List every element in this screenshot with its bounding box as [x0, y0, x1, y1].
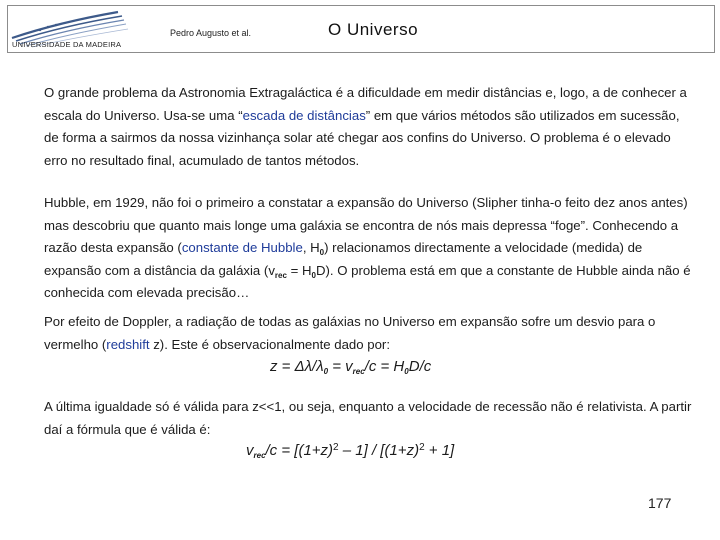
- equation-relativistic-doppler: [246, 442, 454, 459]
- link-redshift[interactable]: redshift: [106, 336, 150, 352]
- eq-part: z = Δλ/λ: [270, 358, 324, 375]
- slide-title: O Universo: [328, 20, 419, 39]
- subscript: rec: [253, 451, 266, 460]
- eq-part: D/c: [408, 358, 432, 375]
- subscript: 0: [404, 367, 409, 376]
- paragraph-doppler: [44, 311, 694, 356]
- eq-part: v: [246, 442, 254, 459]
- paragraph-distance-problem: [44, 82, 694, 172]
- subscript: 0: [319, 248, 325, 258]
- text-run: ” em que vários métodos são utilizados em sucessão, de forma a sairmos da nossa vizinhança solar até chegar aos confins do Universo. O problema é o elevado erro no resultado final, acumulado de tantos métodos.: [44, 107, 680, 168]
- text-run: O grande problema da Astronomia Extragaláctica é a dificuldade em medir distâncias e, logo, a de conhecer a escala do Universo. Usa-se uma “: [44, 85, 687, 123]
- equation-redshift: [270, 358, 431, 375]
- page-number: 177: [648, 495, 672, 511]
- subscript: 0: [323, 367, 329, 376]
- link-constante-de-hubble[interactable]: constante de Hubble: [181, 240, 303, 256]
- text-run: Hubble, em 1929, não foi o primeiro a constatar a expansão do Universo (Slipher tinha-o feito dez anos antes) mas descobriu que quanto mais longe uma galáxia se encontra de nós mais depressa “foge”. Conhecendo a razão desta expansão (: [44, 195, 688, 256]
- text-run: , H: [302, 240, 320, 256]
- eq-part: /c = H: [364, 358, 405, 375]
- text-run: D). O problema está em que a constante de Hubble ainda não é conhecida com elevada precisão…: [44, 262, 691, 301]
- text-run: ) relacionamos directamente a velocidade (medida) de expansão com a distância da galáxia (v: [44, 240, 643, 278]
- subscript: rec: [352, 367, 365, 376]
- paragraph-hubble: [44, 192, 694, 305]
- text-run: = H: [286, 262, 312, 278]
- paragraph-relativistic: [44, 396, 694, 441]
- text-run: z). Este é observacionalmente dado por:: [149, 336, 390, 352]
- university-name: UNIVERSIDADE DA MADEIRA: [12, 40, 122, 49]
- eq-part: – 1] / [(1+z): [338, 442, 420, 459]
- link-escada-de-distancias[interactable]: escada de distâncias: [242, 107, 366, 123]
- superscript: 2: [333, 442, 339, 453]
- eq-part: /c = [(1+z): [265, 442, 334, 459]
- subscript: rec: [274, 270, 287, 280]
- text-run: A última igualdade só é válida para z<<1, ou seja, enquanto a velocidade de recessão não é relativista. A partir daí a fórmula que é válida é:: [44, 399, 692, 437]
- eq-part: + 1]: [424, 442, 455, 459]
- subscript: 0: [311, 270, 316, 280]
- superscript: 2: [419, 442, 425, 453]
- eq-part: = v: [328, 358, 353, 375]
- author-name: Pedro Augusto et al.: [170, 28, 252, 38]
- text-run: Por efeito de Doppler, a radiação de todas as galáxias no Universo em expansão sofre um desvio para o vermelho (: [44, 314, 656, 352]
